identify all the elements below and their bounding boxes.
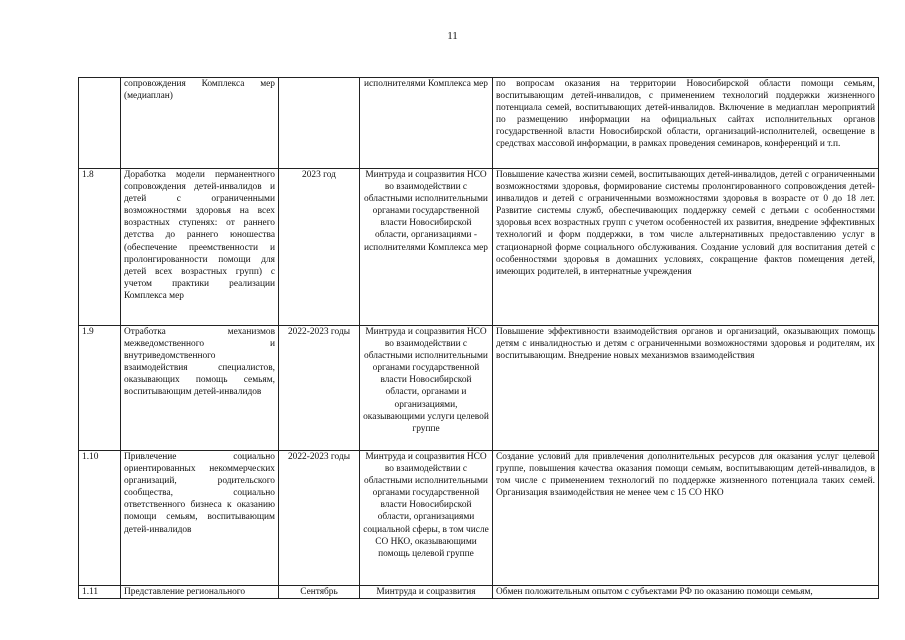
measure-term: 2023 год — [279, 169, 360, 326]
measure-result: Повышение эффективности взаимодействия органов и организаций, оказывающих помощь детям с инвалидностью и детям с ограниченными возможностями здоровья и родителям, их воспитывающим. Внедрение новых механизмов взаимодействия — [493, 326, 879, 451]
table-row — [79, 78, 879, 169]
measure-result: Создание условий для привлечения дополнительных ресурсов для оказания услуг целевой группе, повышения качества оказания помощи семьям, воспитывающим детей-инвалидов, в том числе с применением технологий по поддержке жизненного потенциала таких семей. Организация взаимодействия не менее чем с 15 СО НКО — [493, 451, 879, 586]
item-number: 1.10 — [79, 451, 121, 586]
measure-executors: Минтруда и соцразвития — [360, 586, 493, 599]
measure-executors: Минтруда и соцразвития НСО во взаимодействии с областными исполнительными органами государственной власти Новосибирской области, организациями - исполнителями Комплекса мер — [360, 169, 493, 326]
measure-result: Обмен положительным опытом с субъектами РФ по оказанию помощи семьям, — [493, 586, 879, 599]
measure-name: сопровождения Комплекса мер (медиаплан) — [121, 78, 279, 169]
measure-term: 2022-2023 годы — [279, 326, 360, 451]
item-number: 1.11 — [79, 586, 121, 599]
table-row — [79, 451, 879, 586]
table-row — [79, 326, 879, 451]
measure-name: Привлечение социально ориентированных некоммерческих организаций, родительского сообщества, социально ответственного бизнеса к оказанию помощи семьям, воспитывающим детей-инвалидов — [121, 451, 279, 586]
item-number: 1.9 — [79, 326, 121, 451]
measure-term — [279, 78, 360, 169]
measure-term: 2022-2023 годы — [279, 451, 360, 586]
measure-executors: Минтруда и соцразвития НСО во взаимодействии с областными исполнительными органами государственной власти Новосибирской области, организациями социальной сферы, в том числе СО НКО, оказывающими помощь целевой группе — [360, 451, 493, 586]
measure-executors: исполнителями Комплекса мер — [360, 78, 493, 169]
measure-result: по вопросам оказания на территории Новосибирской области помощи семьям, воспитывающим детей-инвалидов, с применением технологий поддержки жизненного потенциала семей, воспитывающих детей-инвалидов. Включение в медиаплан мероприятий по размещению информации на официальных сайтах исполнительных органов государственной власти Новосибирской области, организаций-исполнителей, освещение в средствах массовой информации, в рамках проведения семинаров, конференций и т.п. — [493, 78, 879, 169]
measure-name: Доработка модели перманентного сопровождения детей-инвалидов и детей с ограниченными возможностями здоровья на всех возрастных ступенях: от раннего детства до раннего юношества (обеспечение преемственности и пролонгированности помощи для детей всех возрастных групп) с учетом практики реализации Комплекса мер — [121, 169, 279, 326]
item-number — [79, 78, 121, 169]
measure-name: Отработка механизмов межведомственного и внутриведомственного взаимодействия специалистов, оказывающих помощь семьям, воспитывающим детей-инвалидов — [121, 326, 279, 451]
measure-result: Повышение качества жизни семей, воспитывающих детей-инвалидов, детей с ограниченными возможностями здоровья, формирование системы пролонгированного сопровождения детей-инвалидов и детей с ограниченными возможностями здоровья в возрасте от 0 до 18 лет. Развитие системы служб, обеспечивающих поддержку семей с детьми с особенностями здоровья всех возрастных групп с учетом особенностей их развития, внедрение эффективных технологий и форм поддержки, в том числе альтернативных предоставлению услуг в стационарной форме социального обслуживания. Создание условий для воспитания детей с особенностями здоровья в домашних условиях, сокращение фактов помещения детей, имеющих родителей, в интернатные учреждения — [493, 169, 879, 326]
page-number: 11 — [447, 30, 458, 42]
measures-table — [78, 77, 879, 599]
item-number: 1.8 — [79, 169, 121, 326]
measure-executors: Минтруда и соцразвития НСО во взаимодействии с областными исполнительными органами государственной власти Новосибирской области, органами и организациями, оказывающими услуги целевой группе — [360, 326, 493, 451]
table-row — [79, 169, 879, 326]
table-row — [79, 586, 879, 599]
measure-name: Представление регионального — [121, 586, 279, 599]
measure-term: Сентябрь — [279, 586, 360, 599]
